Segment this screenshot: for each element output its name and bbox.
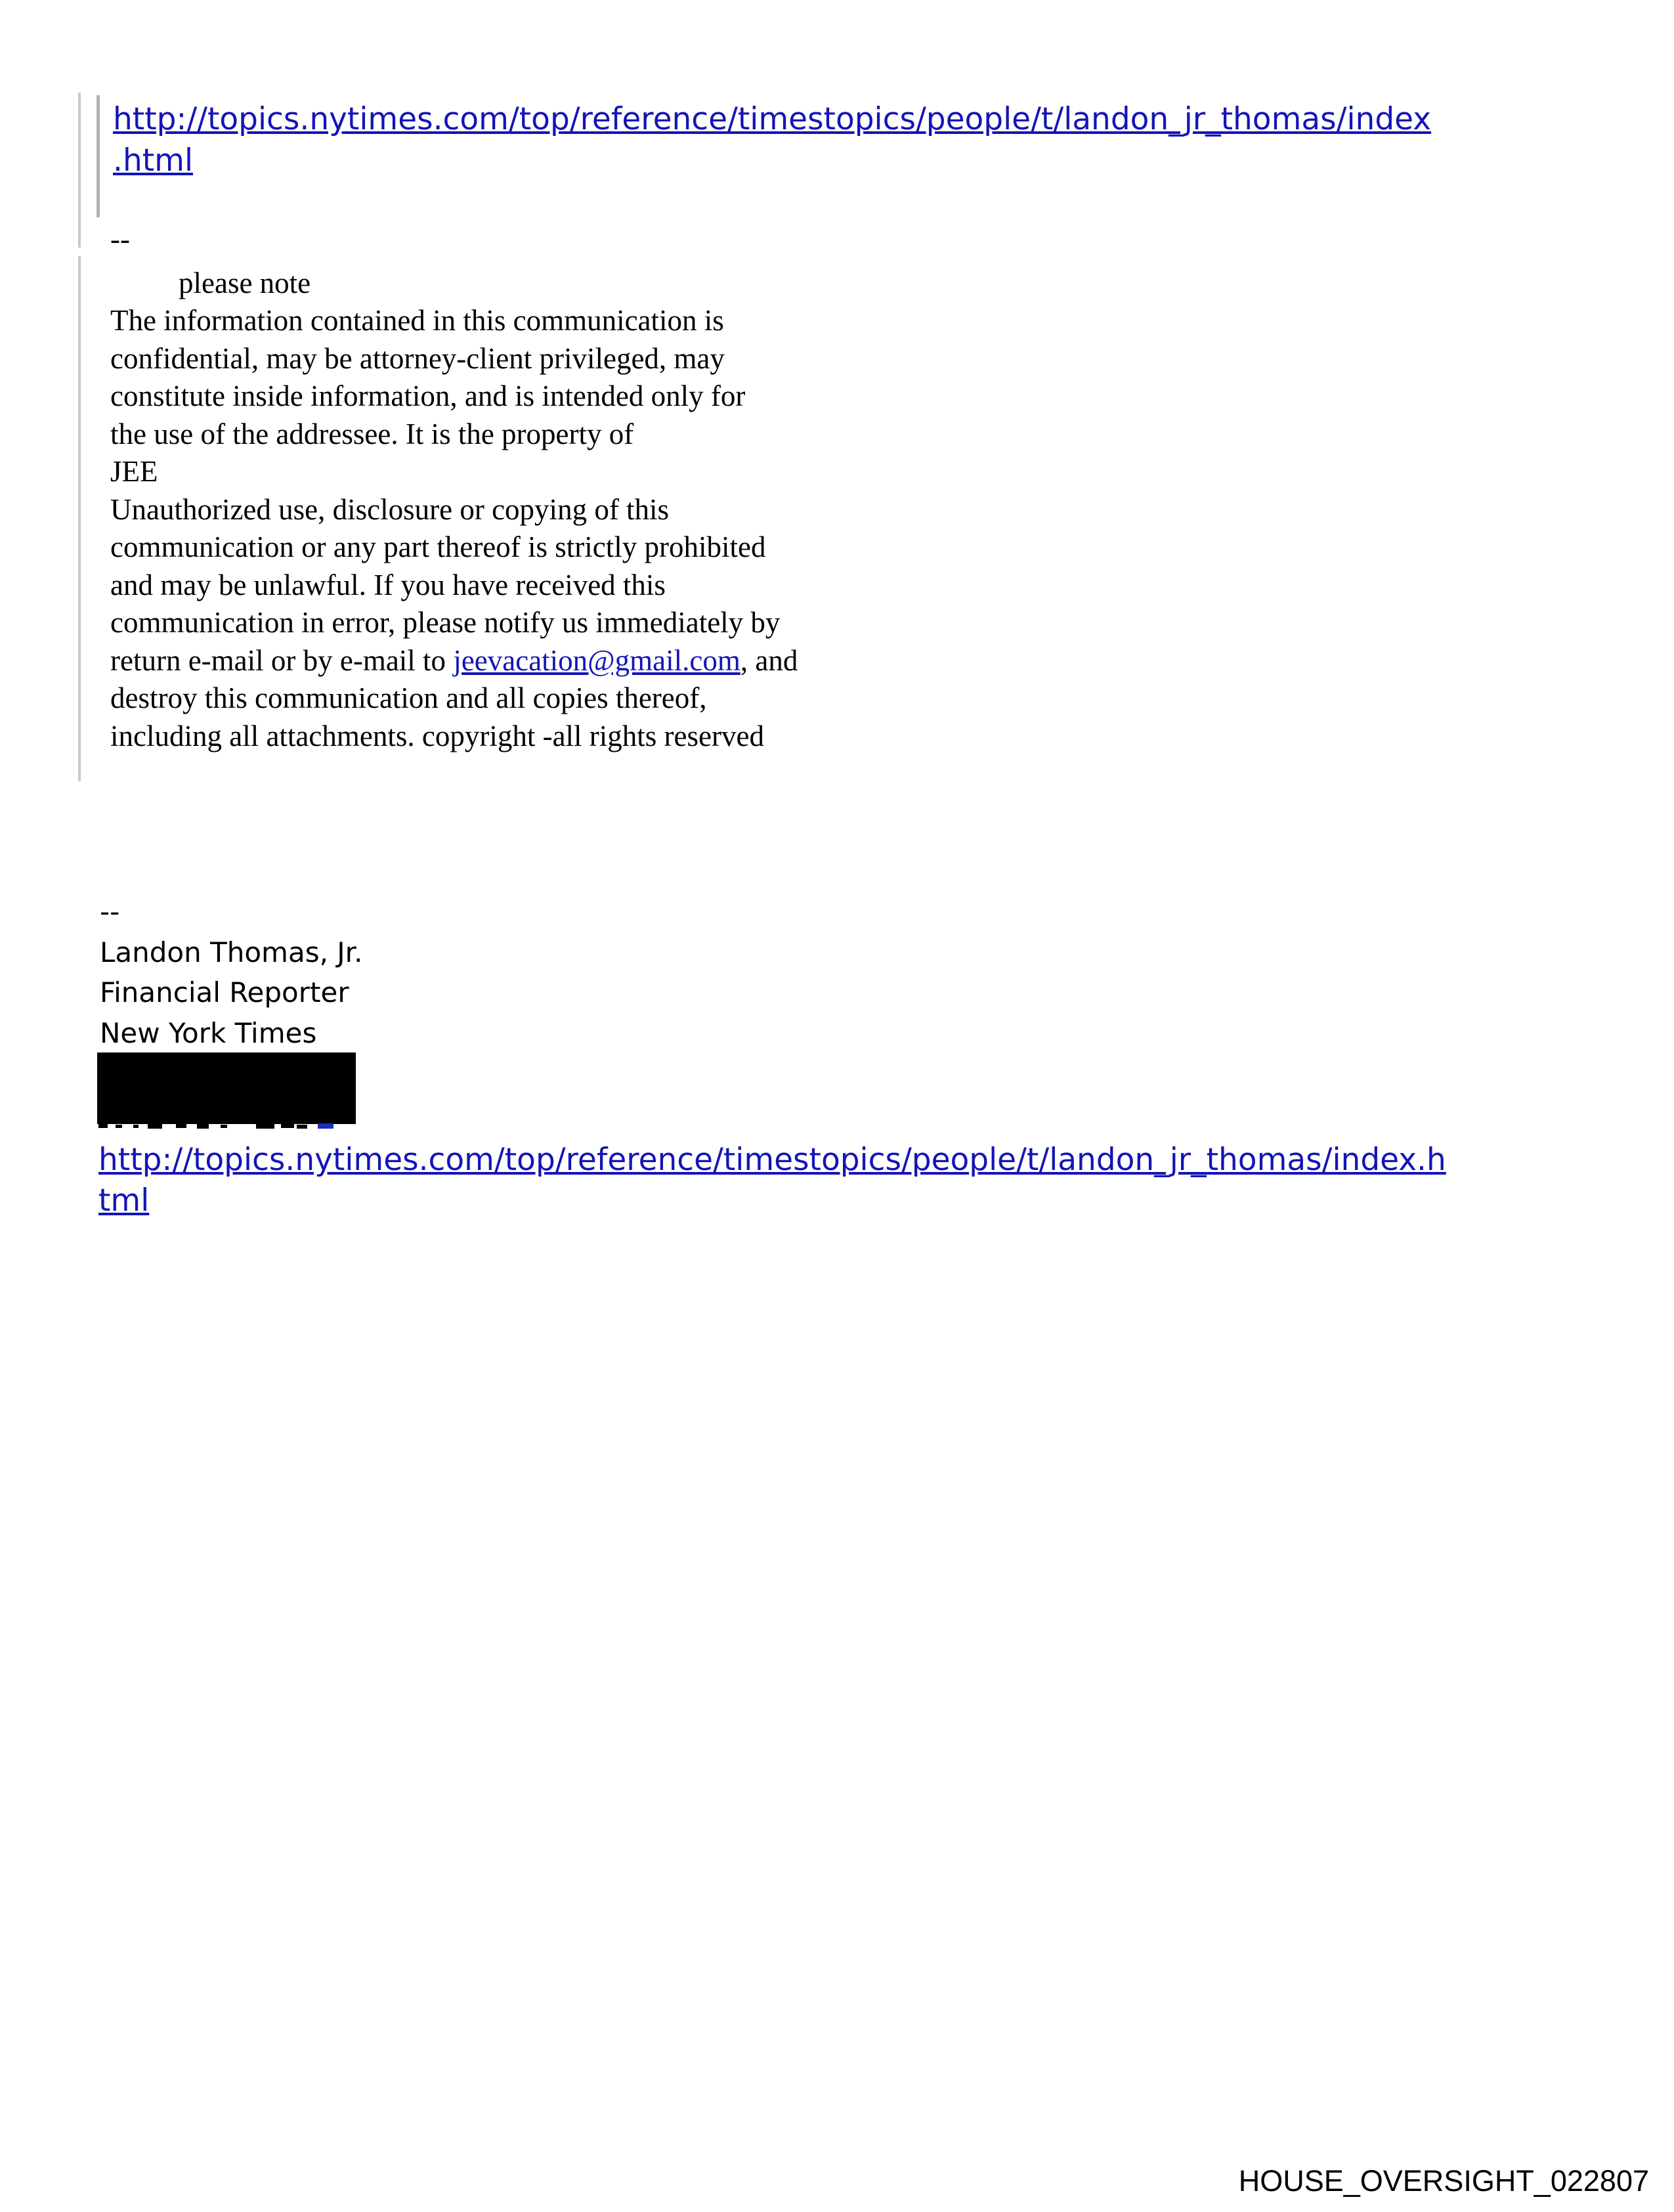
disclaimer-line: destroy this communication and all copies thereof, — [110, 682, 707, 714]
signature-name: Landon Thomas, Jr. — [100, 936, 363, 968]
redacted-glyph-fragment — [197, 1124, 209, 1129]
disclaimer-email-line-after: , and — [740, 643, 798, 677]
quoted-profile-link-line1[interactable]: http://topics.nytimes.com/top/reference/timestopics/people/t/landon_jr_thomas/index — [113, 101, 1432, 137]
disclaimer-line: communication in error, please notify us immediately by — [110, 606, 781, 639]
quoted-profile-link-line2[interactable]: .html — [113, 142, 193, 179]
signature-profile-link[interactable] — [98, 1140, 1446, 1221]
disclaimer-line: Unauthorized use, disclosure or copying of this — [110, 492, 670, 526]
disclaimer-line: including all attachments. copyright -all rights reserved — [110, 719, 764, 752]
quoted-separator-dashes: -- — [110, 223, 130, 255]
signature-job-title: Financial Reporter — [100, 976, 349, 1008]
disclaimer-line: confidential, may be attorney-client privileged, may — [110, 341, 725, 375]
jeevacation-email-link[interactable]: jeevacation@gmail.com — [453, 643, 740, 677]
redacted-glyph-fragment — [297, 1125, 307, 1129]
signature-separator-dashes: -- — [100, 896, 120, 928]
redacted-glyph-fragment — [256, 1124, 274, 1129]
quote-bar-outer-top — [78, 93, 81, 248]
redacted-glyph-fragment — [221, 1125, 227, 1128]
redacted-glyph-fragment — [281, 1124, 294, 1128]
disclaimer-email-line-before: return e-mail or by e-mail to — [110, 643, 454, 677]
disclaimer-line: JEE — [110, 455, 158, 488]
redacted-glyph-fragment — [176, 1124, 186, 1128]
quote-bar-outer-bottom — [78, 256, 81, 781]
quoted-profile-link[interactable] — [113, 98, 1431, 181]
disclaimer-line: The information contained in this communication is — [110, 304, 724, 337]
redacted-glyph-fragment — [98, 1124, 108, 1128]
redaction-box — [97, 1052, 356, 1124]
redacted-glyph-fragment — [148, 1124, 162, 1129]
bates-number: HOUSE_OVERSIGHT_022807 — [1238, 2164, 1649, 2198]
signature-organization: New York Times — [100, 1016, 317, 1049]
redacted-glyph-fragment — [116, 1125, 122, 1128]
please-note-label: please note — [179, 267, 311, 299]
disclaimer-line: and may be unlawful. If you have received this — [110, 568, 666, 601]
disclaimer-line: communication or any part thereof is strictly prohibited — [110, 531, 766, 563]
signature-block — [100, 892, 362, 1053]
quote-bar-inner — [97, 95, 100, 217]
disclaimer-line: the use of the addressee. It is the property of — [110, 417, 634, 450]
disclaimer-text — [110, 302, 798, 755]
disclaimer-email-line — [110, 642, 798, 680]
redacted-link-fragment — [318, 1123, 333, 1129]
signature-profile-link-line2[interactable]: tml — [98, 1182, 150, 1219]
signature-profile-link-line1[interactable]: http://topics.nytimes.com/top/reference/timestopics/people/t/landon_jr_thomas/index.h — [98, 1142, 1446, 1178]
disclaimer-line: constitute inside information, and is intended only for — [110, 380, 746, 412]
redacted-glyph-fragment — [133, 1125, 139, 1128]
